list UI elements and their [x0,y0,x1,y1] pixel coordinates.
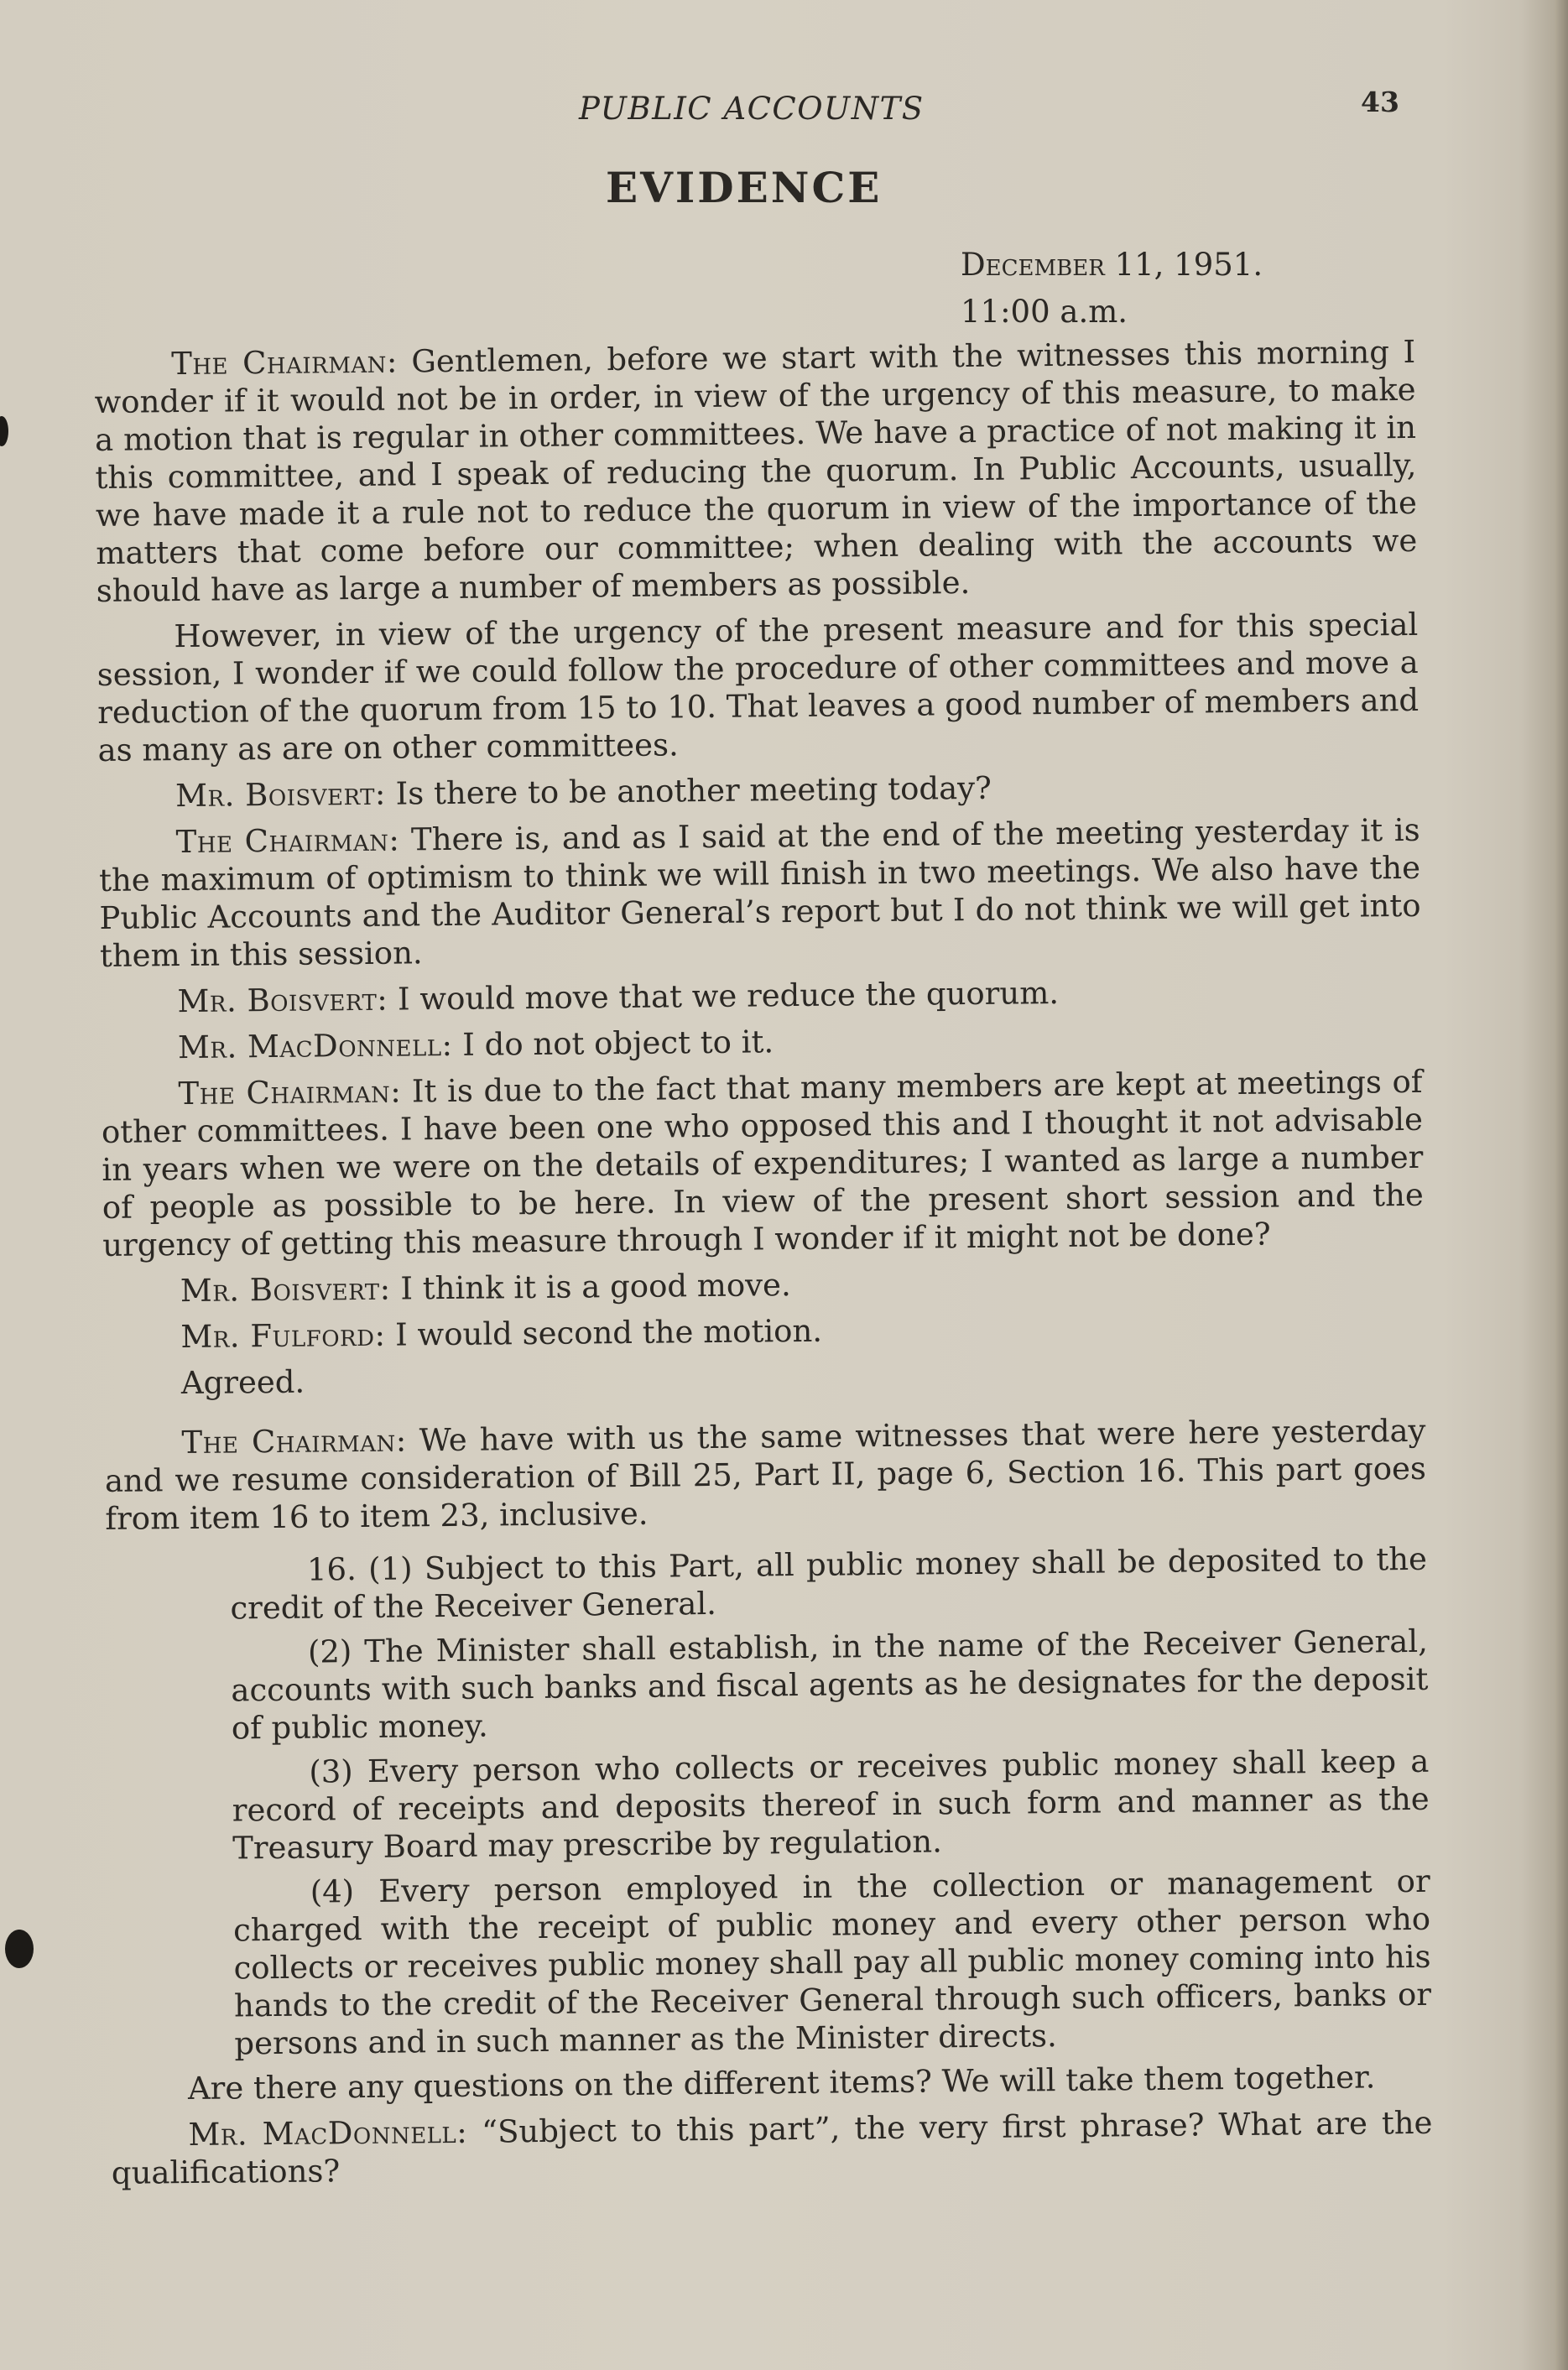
paragraph-text: Are there any questions on the different items? We will take them together. [187,2059,1376,2107]
dateline [961,242,1263,336]
speaker: Mr. Fulford: [180,1316,386,1356]
bill-excerpt [106,1540,1432,2064]
date-rest: 11, 1951. [1114,247,1263,283]
paragraph-text: “Subject to this part”, the very first phrase? What are the qualifications? [111,2104,1433,2191]
binding-hole-top [0,416,8,446]
paragraph [98,811,1421,975]
paragraph [103,1306,1425,1357]
speaker: Mr. Boisvert: [180,1270,391,1310]
paragraph-text: I would second the motion. [394,1312,823,1353]
date-month: December [961,247,1105,283]
bill-clause: (2) The Minister shall establish, in the name of the Receiver General, accounts with such banks and fiscal agents as he designates for the deposit of public money. [231,1623,1429,1747]
date [961,242,1263,289]
paragraph-text: There is, and as I said at the end of the meeting yesterday it is the maximum of optimism to think we will finish in two meetings. We also have the Public Accounts and the Auditor General’s report but I do not think we will get into them in this session. [98,811,1421,974]
binding-hole-bottom [5,1930,34,1968]
running-header: PUBLIC ACCOUNTS [579,91,925,127]
paragraph-text: I think it is a good move. [400,1267,791,1307]
paragraph [104,1412,1426,1538]
paragraph [104,1352,1425,1403]
paragraph-text: It is due to the fact that many members are kept at meetings of other committees. I have been one who opposed this and I thought it not advisable in years when we were on the details of expenditures; I wanted as large a number of people as possible to be here. In view of the present short session and the urgency of getting this measure through I wonder if it might not be done? [101,1063,1424,1263]
page-number: 43 [1361,86,1399,118]
speaker: Mr. Boisvert: [175,775,387,815]
speaker: The Chairman: [175,821,400,861]
paragraph [111,2104,1433,2192]
transcript-body [94,333,1433,2201]
paragraph-text: I do not object to it. [462,1024,774,1063]
paragraph [100,971,1421,1021]
paragraph [101,1017,1422,1067]
speaker: The Chairman: [178,1073,402,1112]
paragraph-text: Gentlemen, before we start with the witnesses this morning I wonder if it would not be in order, in view of the urgency of this measure, to make a motion that is regular in other committees. We have a practice of not making it in this committee, and I speak of reducing the quorum. In Public Accounts, usually, we have made it a rule not to reduce the quorum in view of the importance of the matters that come before our committee; when dealing with the accounts we should have as large a number of members as possible. [94,333,1418,609]
paragraph [96,606,1420,769]
section-heading: EVIDENCE [606,163,883,212]
speaker: The Chairman: [171,343,399,383]
paragraph-text: Agreed. [180,1363,305,1402]
paragraph [103,1260,1425,1310]
bill-clause: 16. (1) Subject to this Part, all public money shall be deposited to the credit of the Receiver General. [230,1540,1428,1627]
speaker: Mr. MacDonnell: [188,2113,468,2154]
bill-clause: (3) Every person who collects or receives public money shall keep a record of receipts and deposits thereof in such form and manner as the Treasury Board may prescribe by regulation. [232,1742,1430,1867]
page-edge [1555,0,1568,2370]
paragraph-text: Is there to be another meeting today? [395,769,992,812]
speaker: Mr. Boisvert: [177,981,388,1020]
paragraph-text: However, in view of the urgency of the present measure and for this special session, I wonder if we could follow the procedure of other committees and move a reduction of the quorum from 15 to 10. That leaves a good number of members and as many as are on other committees. [96,606,1420,768]
paragraph [98,765,1420,815]
bill-clause: (4) Every person employed in the collection or management or charged with the receipt of public money and every other person who collects or receives public money shall pay all public money coming into his hands to the credit of the Receiver General through such officers, banks or persons and in such manner as the Minister directs. [232,1862,1432,2062]
speaker: The Chairman: [181,1422,407,1461]
time: 11:00 a.m. [961,294,1128,330]
paragraph-text: I would move that we reduce the quorum. [397,974,1060,1018]
paragraph [101,1063,1424,1264]
paragraph-text: We have with us the same witnesses that were here yesterday and we resume consideration of Bill 25, Part II, page 6, Section 16. This part goes from item 16 to item 23, inclusive. [104,1412,1427,1537]
paragraph [111,2058,1432,2108]
speaker: Mr. MacDonnell: [177,1026,453,1066]
paragraph [94,333,1418,610]
